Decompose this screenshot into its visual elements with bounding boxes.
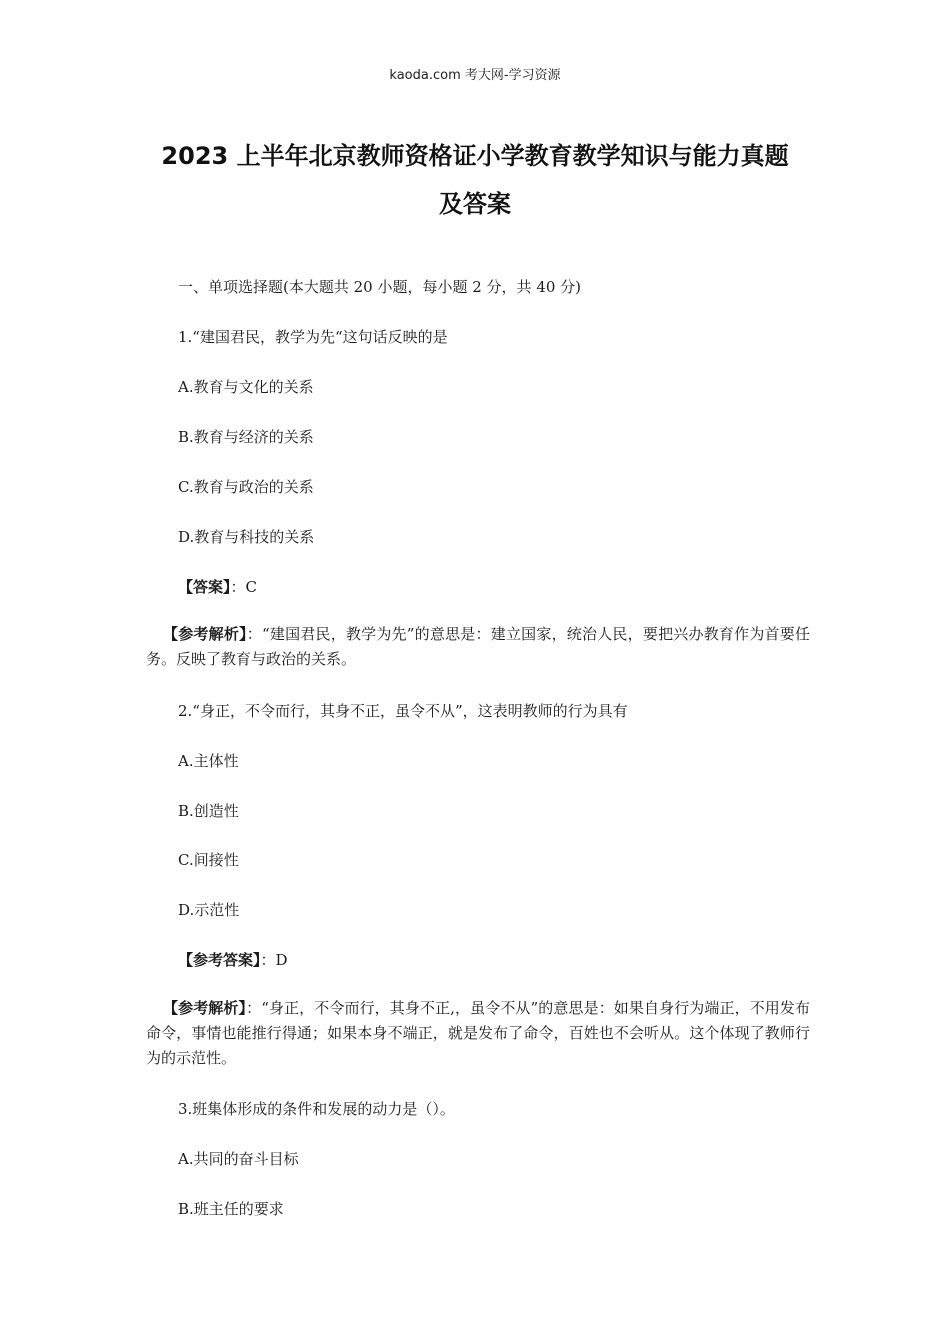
question-3-option-a: A.共同的奋斗目标 bbox=[178, 1150, 299, 1168]
question-2-analysis-label: 【参考解析】 bbox=[163, 999, 247, 1017]
question-2-option-a: A.主体性 bbox=[178, 752, 239, 770]
question-1-stem: 1.“建国君民，教学为先“这句话反映的是 bbox=[178, 328, 448, 346]
question-1-analysis-label: 【参考解析】 bbox=[163, 625, 247, 643]
question-1-analysis-text: ：“建国君民，教学为先”的意思是：建立国家，统治人民，要把兴办教育作为首要任务。反映了教育与政治的关系。 bbox=[146, 625, 810, 668]
page-header: kaoda.com 考大网-学习资源 bbox=[389, 68, 561, 83]
question-2-answer-value: ：D bbox=[260, 951, 288, 969]
question-1-analysis bbox=[146, 622, 810, 672]
question-2-option-c: C.间接性 bbox=[178, 851, 239, 869]
question-2-analysis bbox=[146, 996, 810, 1071]
question-2-answer-label: 【参考答案】 bbox=[178, 951, 261, 969]
question-2-option-b: B.创造性 bbox=[178, 802, 239, 820]
question-1-answer bbox=[178, 576, 257, 597]
question-3-stem: 3.班集体形成的条件和发展的动力是（）。 bbox=[178, 1100, 455, 1118]
question-2-answer bbox=[178, 949, 288, 970]
question-2-analysis-text: ：“身正，不令而行，其身不正,，虽令不从”的意思是：如果自身行为端正，不用发布命令，事情也能推行得通；如果本身不端正，就是发布了命令，百姓也不会听从。这个体现了教师行为的示范性。 bbox=[146, 999, 810, 1067]
section-heading: 一、单项选择题(本大题共 20 小题，每小题 2 分，共 40 分) bbox=[178, 278, 582, 296]
question-1-answer-label: 【答案】 bbox=[178, 578, 231, 596]
question-1-option-c: C.教育与政治的关系 bbox=[178, 478, 314, 496]
document-title-line-1: 2023 上半年北京教师资格证小学教育教学知识与能力真题 bbox=[161, 142, 789, 170]
question-1-option-a: A.教育与文化的关系 bbox=[178, 378, 314, 396]
question-2-stem: 2.“身正，不令而行，其身不正，虽令不从”，这表明教师的行为具有 bbox=[178, 702, 628, 720]
question-1-answer-value: ：C bbox=[230, 578, 257, 596]
question-1-option-b: B.教育与经济的关系 bbox=[178, 428, 314, 446]
question-2-option-d: D.示范性 bbox=[178, 901, 240, 919]
question-3-option-b: B.班主任的要求 bbox=[178, 1200, 284, 1218]
question-1-option-d: D.教育与科技的关系 bbox=[178, 528, 315, 546]
document-title-line-2: 及答案 bbox=[439, 190, 511, 218]
